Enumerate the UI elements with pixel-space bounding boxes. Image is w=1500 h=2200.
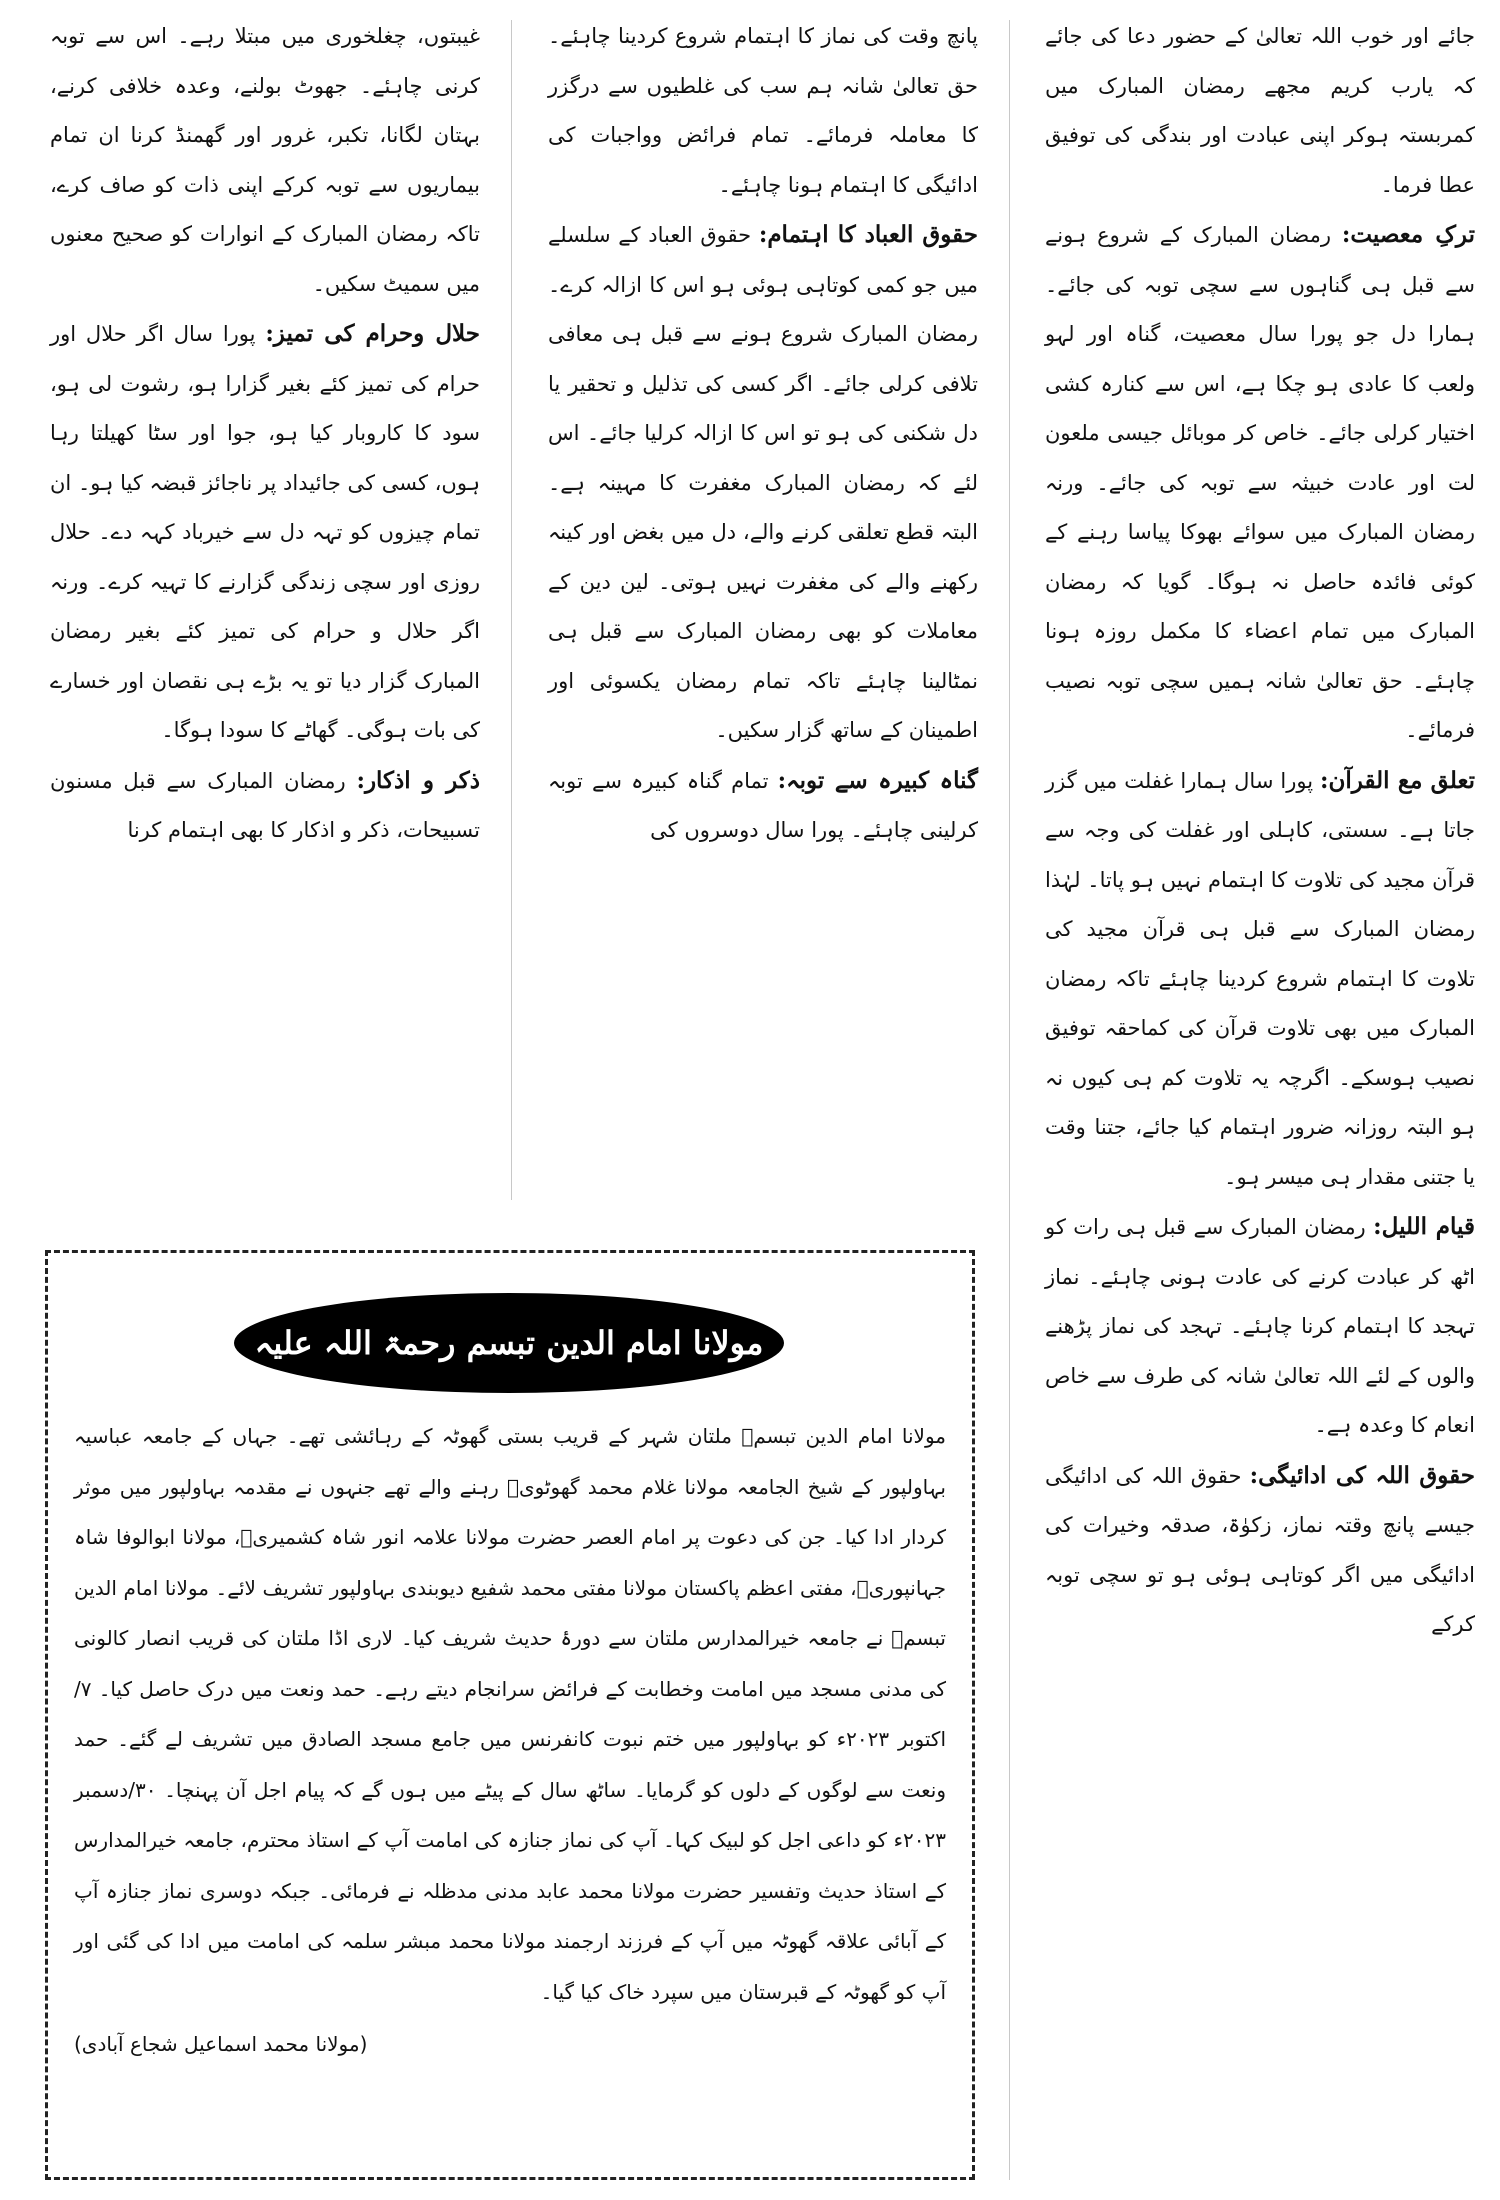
section-text: تمام گناہ کبیرہ سے توبہ کرلینی چاہئے۔ پورا سال دوسروں کی [548, 768, 978, 842]
section-huquq-ul-ibad [548, 210, 978, 756]
section-heading: حقوق اللہ کی ادائیگی: [1249, 1461, 1475, 1489]
section-zikr-o-azkar [50, 756, 480, 856]
section-heading: گناہ کبیرہ سے توبہ: [777, 766, 978, 794]
section-qiyam-ul-lail [1045, 1202, 1475, 1451]
section-text: رمضان المبارک سے قبل ہی رات کو اٹھ کر عبادت کرنے کی عادت ہونی چاہئے۔ نماز تہجد کا اہتمام کرنا چاہئے۔ تہجد کی نماز پڑھنے والوں کے لئے اللہ تعالیٰ شانہ کی طرف سے خاص انعام کا وعدہ ہے۔ [1045, 1215, 1475, 1437]
section-text: رمضان المبارک کے شروع ہونے سے قبل ہی گناہوں سے سچی توبہ کی جائے۔ ہمارا دل جو پورا سال معصیت، گناہ اور لہو ولعب کا عادی ہو چکا ہے، اس سے کنارہ کشی اختیار کرلی جائے۔ خاص کر موبائل جیسی ملعون لت اور عادت خبیثہ سے توبہ کی جائے۔ ورنہ رمضان المبارک میں سوائے بھوکا پیاسا رہنے کے کوئی فائدہ حاصل نہ ہوگا۔ گویا کہ رمضان المبارک میں تمام اعضاء کا مکمل روزہ ہونا چاہئے۔ حق تعالیٰ شانہ ہمیں سچی توبہ نصیب فرمائے۔ [1045, 223, 1475, 742]
section-text: حقوق اللہ کی ادائیگی جیسے پانچ وقتہ نماز، زکوٰۃ، صدقہ وخیرات کی ادائیگی میں اگر کوتاہی ہوئی ہو تو سچی توبہ کرکے [1045, 1463, 1475, 1636]
column-divider [1009, 20, 1010, 2180]
obituary-paragraph: مولانا امام الدین تبسمؒ ملتان شہر کے قریب بستی گھوٹہ کے رہائشی تھے۔ جہاں کے جامعہ عباسیہ بہاولپور کے شیخ الجامعہ مولانا غلام محمد گھوٹویؒ رہنے والے تھے جنہوں نے مقدمہ بہاولپور میں موثر کردار ادا کیا۔ جن کی دعوت پر امام العصر حضرت مولانا علامہ انور شاہ کشمیریؒ، مولانا ابوالوفا شاہ جہانپوریؒ، مفتی اعظم پاکستان مولانا مفتی محمد شفیع دیوبندی بہاولپور تشریف لائے۔ مولانا امام الدین تبسمؒ نے جامعہ خیرالمدارس ملتان سے دورۂ حدیث شریف کیا۔ لاری اڈا ملتان کی قریب انصار کالونی کی مدنی مسجد میں امامت وخطابت کے فرائض سرانجام دیتے رہے۔ حمد ونعت میں درک حاصل کیا۔ ۷/اکتوبر ۲۰۲۳ء کو بہاولپور میں ختم نبوت کانفرنس میں جامع مسجد الصادق میں تشریف لے گئے۔ حمد ونعت سے لوگوں کے دلوں کو گرمایا۔ ساٹھ سال کے پیٹے میں ہوں گے کہ پیام اجل آن پہنچا۔ ۳۰/دسمبر ۲۰۲۳ء کو داعی اجل کو لبیک کہا۔ آپ کی نماز جنازہ کی امامت آپ کے استاذ محترم، جامعہ خیرالمدارس کے استاذ حدیث وتفسیر حضرت مولانا محمد عابد مدنی مدظلہ نے فرمائی۔ جبکہ دوسری نماز جنازہ آپ کے آبائی علاقہ گھوٹہ میں آپ کے فرزند ارجمند مولانا محمد مبشر سلمہ کی امامت میں ادا کی گئی اور آپ کو گھوٹہ کے قبرستان میں سپرد خاک کیا گیا۔ [74, 1424, 947, 2004]
section-halal-o-haram [50, 309, 480, 756]
section-huquq-allah [1045, 1451, 1475, 1650]
section-heading: ترکِ معصیت: [1341, 221, 1475, 248]
article-column-right [1045, 12, 1475, 2177]
section-text: پورا سال ہمارا غفلت میں گزر جاتا ہے۔ سستی، کاہلی اور غفلت کی وجہ سے قرآن مجید کی تلاوت کا اہتمام نہیں ہو پاتا۔ لہٰذا رمضان المبارک سے قبل ہی قرآن مجید کی تلاوت کا اہتمام شروع کردینا چاہئے تاکہ رمضان المبارک میں بھی تلاوت قرآن کی کماحقہ توفیق نصیب ہوسکے۔ اگرچہ یہ تلاوت کم ہی کیوں نہ ہو البتہ روزانہ ضرور اہتمام کیا جائے، جتنا وقت یا جتنی مقدار ہی میسر ہو۔ [1045, 768, 1475, 1189]
obituary-text [74, 1411, 946, 2070]
section-gunah-e-kabira [548, 756, 978, 856]
section-tark-e-masiyat [1045, 210, 1475, 756]
paragraph-intro [548, 12, 978, 210]
obituary-credit: (مولانا محمد اسماعیل شجاع آبادی) [74, 2032, 368, 2056]
column-divider [511, 20, 512, 1200]
section-taalluq-ma-al-quran [1045, 756, 1475, 1203]
article-column-left [50, 12, 480, 1197]
section-heading: حقوق العباد کا اہتمام: [758, 221, 978, 248]
section-text: پورا سال اگر حلال اور حرام کی تمیز کئے بغیر گزارا ہو، رشوت لی ہو، سود کا کاروبار کیا ہو، جوا اور سٹا کھیلتا رہا ہوں، کسی کی جائیداد پر ناجائز قبضہ کیا ہو۔ ان تمام چیزوں کو تہہ دل سے خیرباد کہہ دے۔ حلال روزی اور سچی زندگی گزارنے کا تہیہ کرے۔ ورنہ اگر حلال و حرام کی تمیز کئے بغیر رمضان المبارک گزار دیا تو یہ بڑے ہی نقصان اور خسارے کی بات ہوگی۔ گھاٹے کا سودا ہوگا۔ [50, 322, 480, 742]
article-column-middle [548, 12, 978, 1197]
obituary-title: مولانا امام الدین تبسم رحمۃ اللہ علیہ [254, 1324, 764, 1362]
paragraph-text: غیبتوں، چغلخوری میں مبتلا رہے۔ اس سے توبہ کرنی چاہئے۔ جھوٹ بولنے، وعدہ خلافی کرنے، بہتان لگانا، تکبر، غرور اور گھمنڈ کرنا ان تمام بیماریوں سے توبہ کرکے اپنی ذات کو صاف کرے، تاکہ رمضان المبارک کے انوارات کو صحیح معنوں میں سمیٹ سکیں۔ [50, 24, 480, 296]
paragraph-intro [50, 12, 480, 309]
section-text: رمضان المبارک سے قبل مسنون تسبیحات، ذکر و اذکار کا بھی اہتمام کرنا [50, 768, 480, 842]
section-heading: تعلق مع القرآن: [1320, 766, 1475, 794]
paragraph-text: پانچ وقت کی نماز کا اہتمام شروع کردینا چاہئے۔ حق تعالیٰ شانہ ہم سب کی غلطیوں سے درگزر کا معاملہ فرمائے۔ تمام فرائض وواجبات کی ادائیگی کا اہتمام ہونا چاہئے۔ [548, 24, 978, 197]
paragraph-intro [1045, 12, 1475, 210]
obituary-box [45, 1250, 975, 2180]
section-heading: ذکر و اذکار: [356, 766, 480, 794]
section-heading: قیام اللیل: [1373, 1213, 1475, 1240]
paragraph-text: جائے اور خوب اللہ تعالیٰ کے حضور دعا کی جائے کہ یارب کریم مجھے رمضان المبارک میں کمربستہ ہوکر اپنی عبادت اور بندگی کی توفیق عطا فرما۔ [1045, 24, 1475, 197]
obituary-body [74, 1411, 946, 2070]
section-heading: حلال وحرام کی تمیز: [265, 320, 480, 347]
obituary-title-banner [234, 1293, 784, 1393]
section-text: حقوق العباد کے سلسلے میں جو کمی کوتاہی ہوئی ہو اس کا ازالہ کرے۔ رمضان المبارک شروع ہونے سے قبل ہی معافی تلافی کرلی جائے۔ اگر کسی کی تذلیل و تحقیر یا دل شکنی کی ہو تو اس کا ازالہ کرلیا جائے۔ اس لئے کہ رمضان المبارک مغفرت کا مہینہ ہے۔ البتہ قطع تعلقی کرنے والے، دل میں بغض اور کینہ رکھنے والے کی مغفرت نہیں ہوتی۔ لین دین کے معاملات کو بھی رمضان المبارک سے قبل ہی نمٹالینا چاہئے تاکہ تمام رمضان یکسوئی اور اطمینان کے ساتھ گزار سکیں۔ [548, 223, 978, 742]
